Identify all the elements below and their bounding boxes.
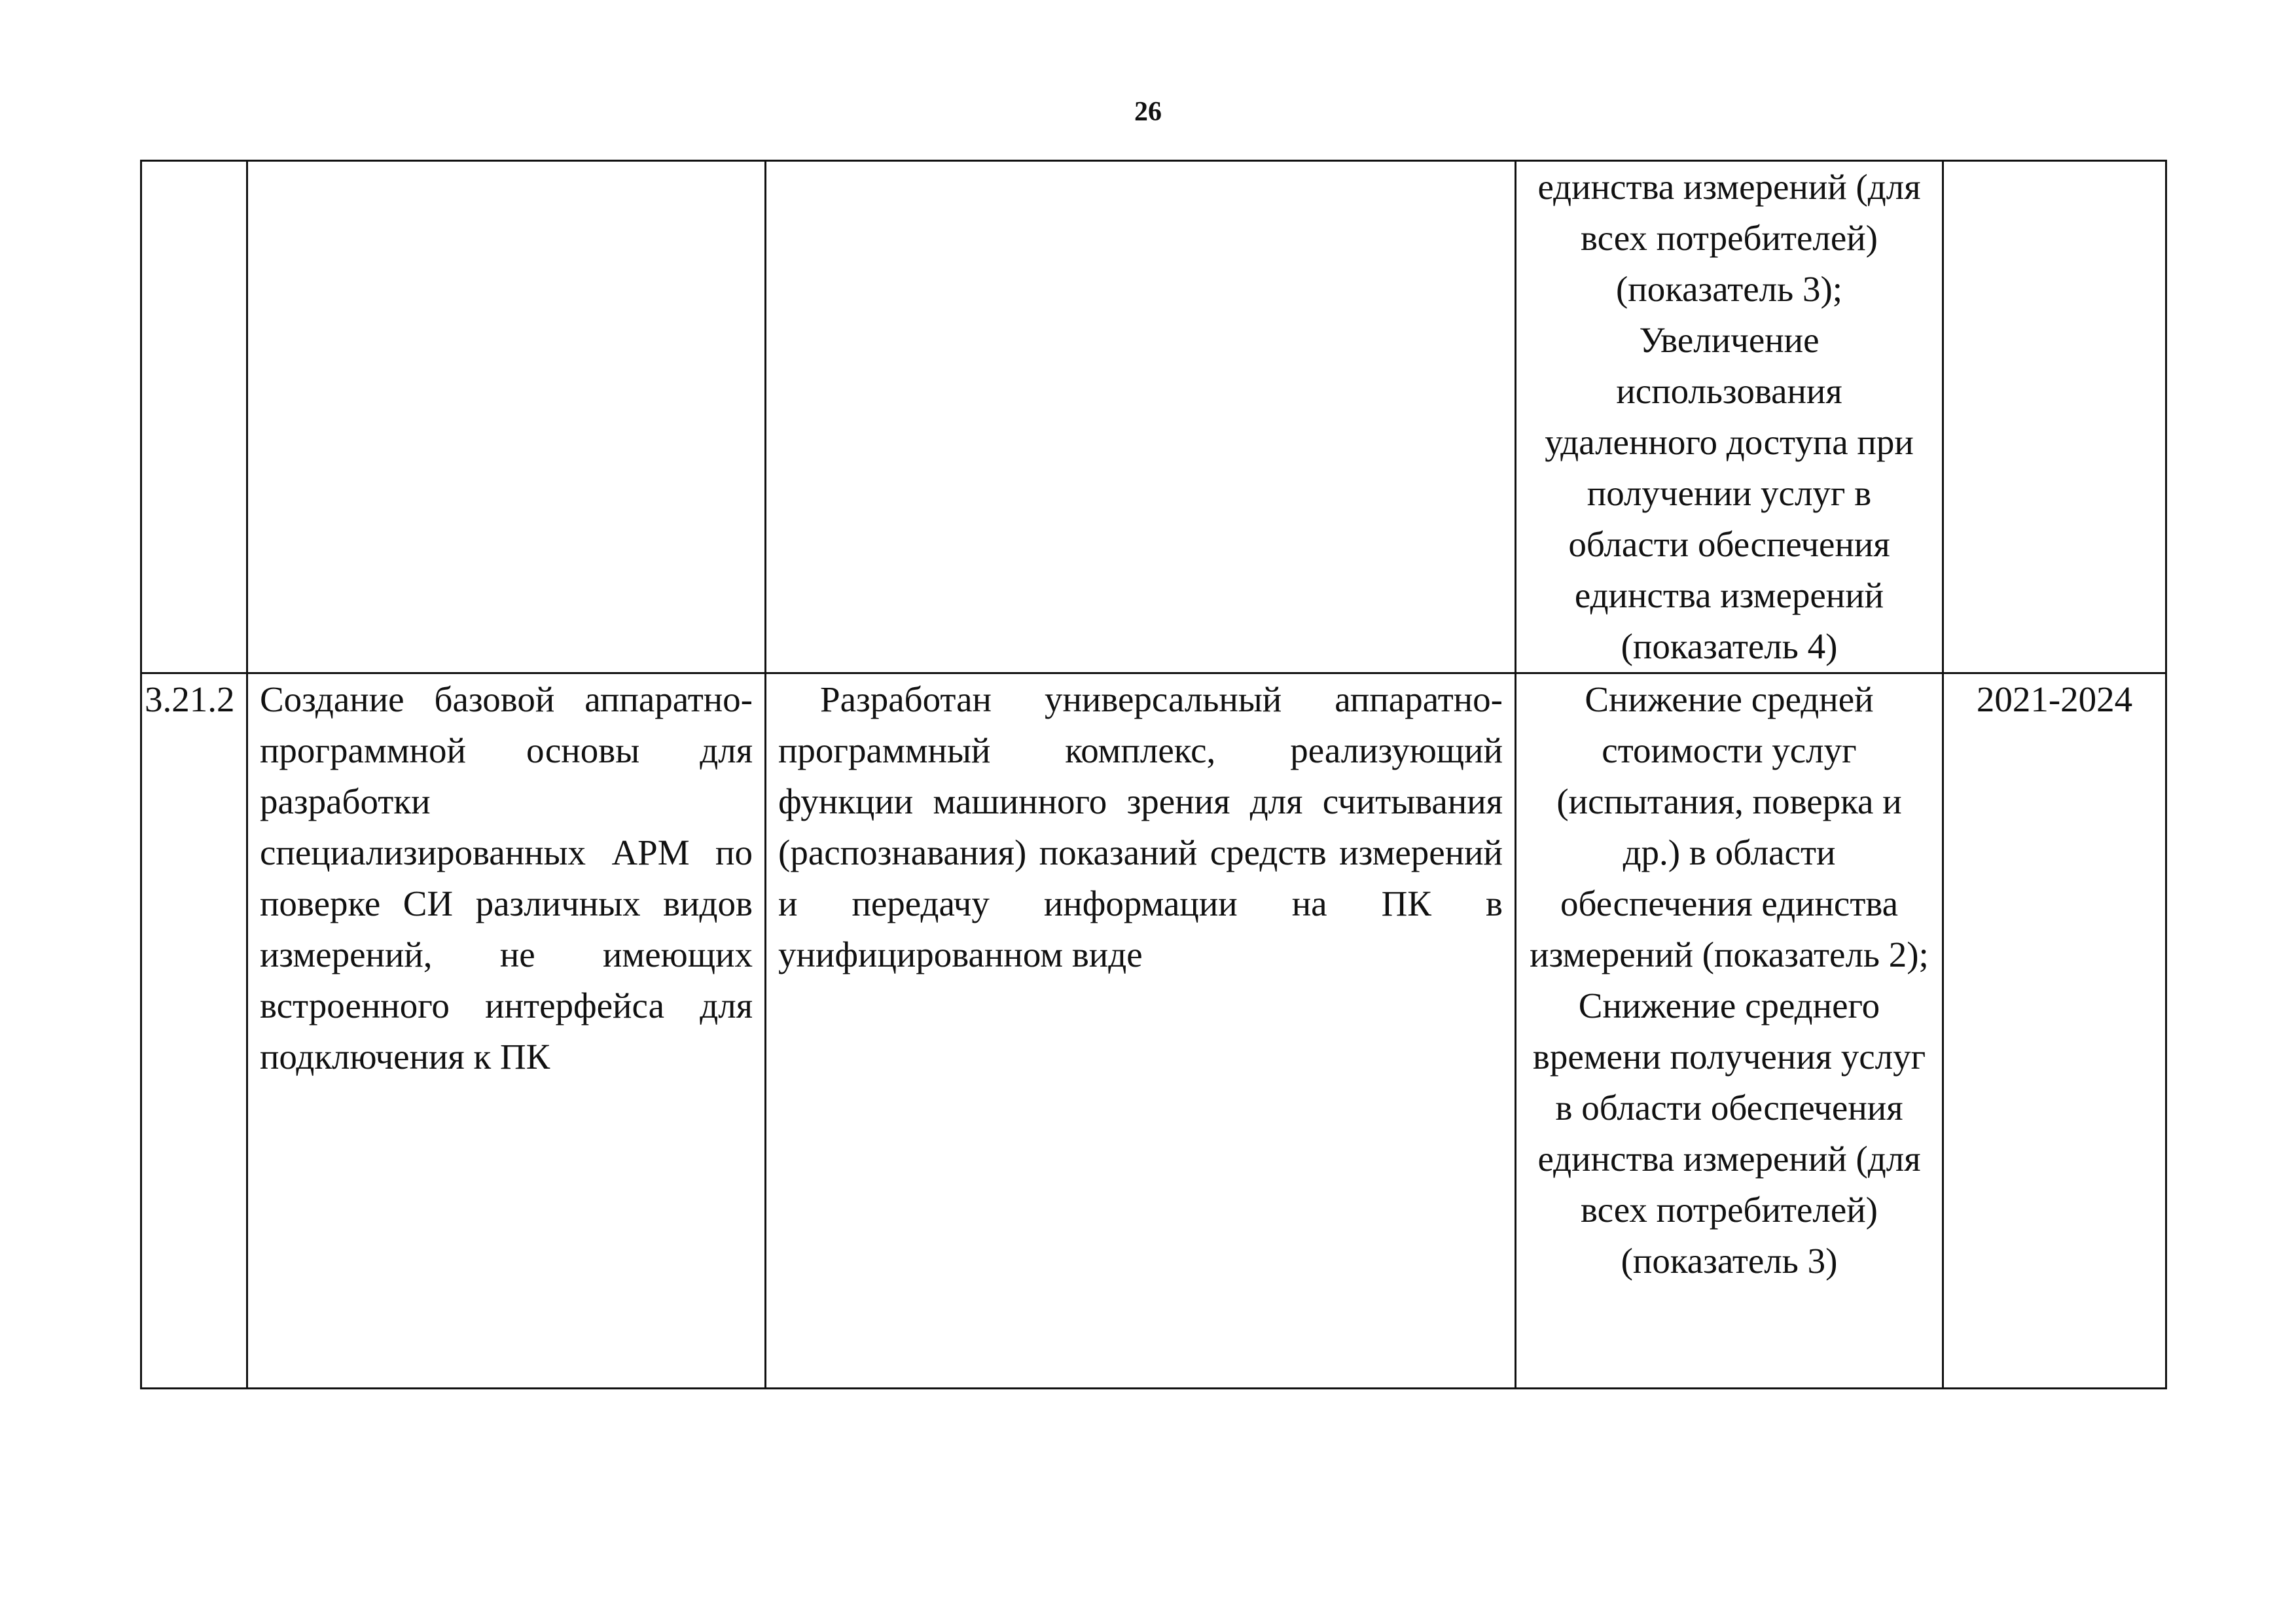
row-number-cell bbox=[141, 161, 247, 673]
page-number: 26 bbox=[1134, 97, 1162, 127]
table-row bbox=[141, 161, 2166, 673]
effect-item: Снижение среднего времени получения услуг в области обеспечения единства измерений (для всех потребителей) (показатель 3) bbox=[1532, 986, 1926, 1281]
activity-cell bbox=[247, 161, 766, 673]
effect-item: Снижение средней стоимости услуг (испытания, поверка и др.) в области обеспечения единства измерений (показатель 2); bbox=[1530, 679, 1929, 974]
effect-item: единства измерений (для всех потребителей) (показатель 3); bbox=[1537, 167, 1921, 309]
activity-cell: Создание базовой аппаратно-программной основы для разработки специализированных АРМ по поверке СИ различных видов измерений, не имеющих встроенного интерфейса для подключения к ПК bbox=[247, 673, 766, 1389]
result-cell bbox=[766, 161, 1516, 673]
effect-cell bbox=[1516, 161, 1943, 673]
row-number-cell: 3.21.2 bbox=[141, 673, 247, 1389]
table-row bbox=[141, 673, 2166, 1389]
period-cell: 2021-2024 bbox=[1943, 673, 2166, 1389]
period-cell bbox=[1943, 161, 2166, 673]
result-cell: Разработан универсальный аппаратно-программный комплекс, реализующий функции машинного зрения для считывания (распознавания) показаний средств измерений и передачу информации на ПК в унифицированном виде bbox=[766, 673, 1516, 1389]
effect-cell bbox=[1516, 673, 1943, 1389]
measures-table bbox=[140, 160, 2167, 1389]
effect-item: Увеличение использования удаленного доступа при получении услуг в области обеспечения единства измерений (показатель 4) bbox=[1545, 320, 1914, 666]
